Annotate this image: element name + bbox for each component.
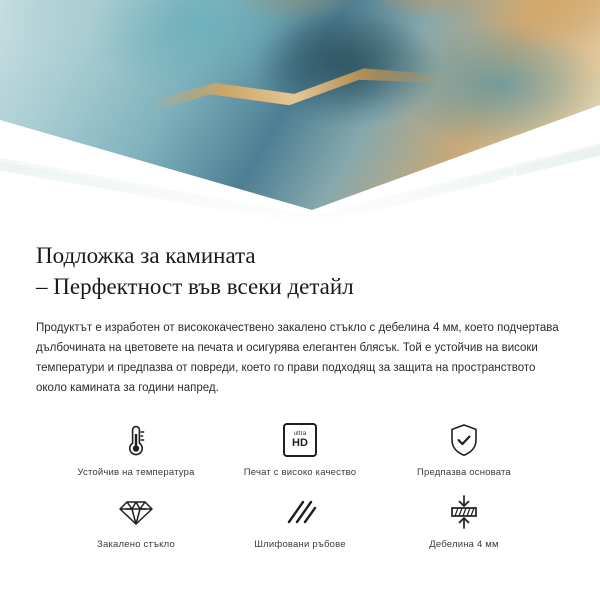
diamond-icon xyxy=(117,492,155,532)
feature-item-polished-edges xyxy=(218,492,382,550)
hero-image xyxy=(0,0,600,222)
feature-grid xyxy=(36,420,564,550)
thickness-arrows-icon xyxy=(446,492,482,532)
shield-check-icon xyxy=(447,420,481,460)
feature-label: Печат с високо качество xyxy=(243,467,357,478)
feature-item-print-quality xyxy=(218,420,382,478)
ultra-hd-badge-top: ultra xyxy=(293,431,307,437)
feature-label: Дебелина 4 мм xyxy=(429,539,499,550)
ultra-hd-icon xyxy=(283,420,317,460)
feature-item-thickness xyxy=(382,492,546,550)
feature-label: Закалено стъкло xyxy=(97,539,175,550)
feature-label: Шлифовани ръбове xyxy=(254,539,346,550)
page-title xyxy=(36,240,564,302)
polished-edges-icon xyxy=(281,492,319,532)
ultra-hd-badge-bottom: HD xyxy=(292,437,308,449)
description-paragraph: Продуктът е изработен от висококачествено закалено стъкло с дебелина 4 мм, което подчертава дълбочината на цветовете на печата и осигурява елегантен блясък. Той е устойчив на високи температури и предпазва от повреди, което го прави подходящ за защита на пространството около камината за години напред. xyxy=(36,322,559,394)
content-block xyxy=(0,222,600,550)
glass-top-line xyxy=(0,96,600,222)
glass-edge-highlight xyxy=(0,96,600,222)
feature-item-temperature xyxy=(54,420,218,478)
feature-item-protection xyxy=(382,420,546,478)
feature-label: Предпазва основата xyxy=(417,467,511,478)
feature-item-tempered-glass xyxy=(54,492,218,550)
headline-line-1: Подложка за камината xyxy=(36,243,256,268)
glass-thickness-face xyxy=(0,96,600,222)
feature-label: Устойчив на температура xyxy=(77,467,195,478)
headline-line-2: – Перфектност във всеки детайл xyxy=(36,274,354,299)
thermometer-icon xyxy=(119,420,153,460)
